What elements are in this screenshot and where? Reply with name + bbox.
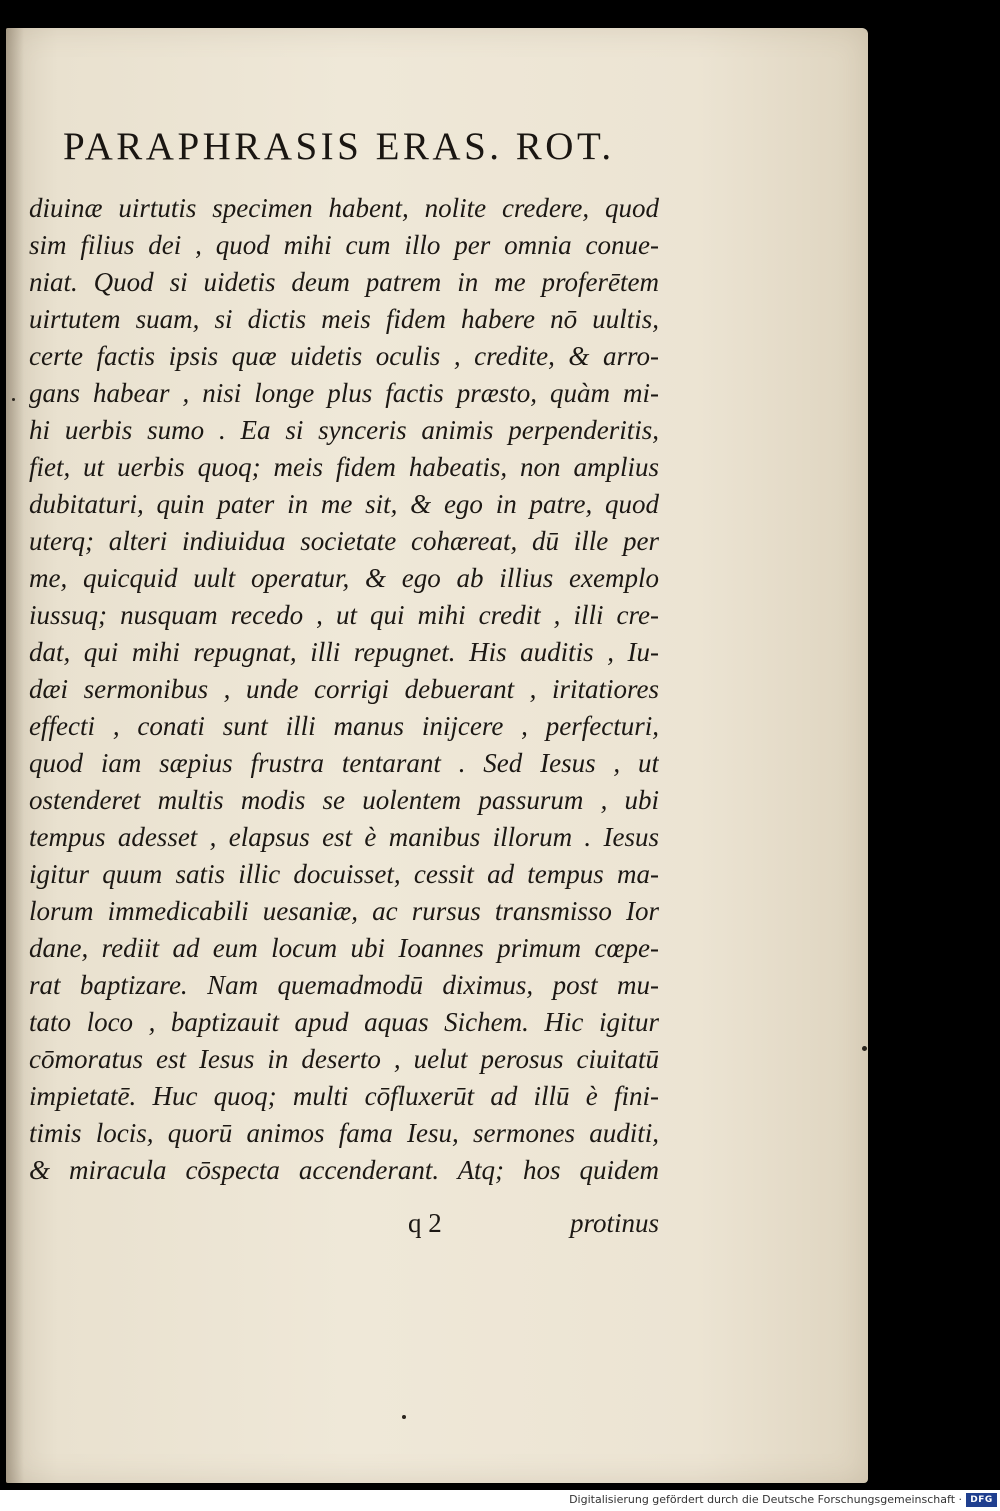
text-line: rat baptizare. Nam quemadmodū diximus, post mu-: [29, 970, 659, 1000]
page-gutter-shadow: [6, 28, 24, 1483]
text-block: [29, 190, 659, 1189]
text-line: gans habear , nisi longe plus factis præsto, quàm mi-: [29, 378, 659, 408]
text-line: & miracula cōspecta accenderant. Atq; hos quidem: [29, 1155, 659, 1185]
book-page: [6, 28, 868, 1483]
text-line: impietatē. Huc quoq; multi cōfluxerūt ad illū è fini-: [29, 1081, 659, 1111]
dfg-logo-icon: DFG: [966, 1493, 997, 1507]
text-line: lorum immedicabili uesaniæ, ac rursus transmisso Ior: [29, 896, 659, 926]
catchword: protinus: [569, 1208, 659, 1238]
text-line: dubitaturi, quin pater in me sit, & ego in patre, quod: [29, 489, 659, 519]
page-foot: [406, 1208, 659, 1248]
text-line: tempus adesset , elapsus est è manibus illorum . Iesus: [29, 822, 659, 852]
text-line: me, quicquid uult operatur, & ego ab illius exemplo: [29, 563, 659, 593]
ink-speck: [862, 1046, 867, 1051]
running-head: PARAPHRASIS ERAS. ROT.: [63, 125, 615, 168]
text-line: niat. Quod si uidetis deum patrem in me proferētem: [29, 267, 659, 297]
text-line: quod iam sæpius frustra tentarant . Sed Iesus , ut: [29, 748, 659, 778]
ink-speck: [402, 1415, 406, 1419]
text-line: dæi sermonibus , unde corrigi debuerant , iritatiores: [29, 674, 659, 704]
text-line: certe factis ipsis quæ uidetis oculis , credite, & arro-: [29, 341, 659, 371]
text-line: igitur quum satis illic docuisset, cessit ad tempus ma-: [29, 859, 659, 889]
funding-credit: Digitalisierung gefördert durch die Deutsche Forschungsgemeinschaft ·: [569, 1493, 962, 1506]
text-line: ostenderet multis modis se uolentem passurum , ubi: [29, 785, 659, 815]
text-line: dat, qui mihi repugnat, illi repugnet. His auditis , Iu-: [29, 637, 659, 667]
text-line: hi uerbis sumo . Ea si synceris animis perpenderitis,: [29, 415, 659, 445]
text-line: tato loco , baptizauit apud aquas Sichem. Hic igitur: [29, 1007, 659, 1037]
text-line: fiet, ut uerbis quoq; meis fidem habeatis, non amplius: [29, 452, 659, 482]
text-line: uirtutem suam, si dictis meis fidem habere nō uultis,: [29, 304, 659, 334]
text-line: uterq; alteri indiuidua societate cohæreat, dū ille per: [29, 526, 659, 556]
ink-speck: [12, 398, 15, 401]
text-line: timis locis, quorū animos fama Iesu, sermones auditi,: [29, 1118, 659, 1148]
text-line: dane, rediit ad eum locum ubi Ioannes primum cœpe-: [29, 933, 659, 963]
text-line: cōmoratus est Iesus in deserto , uelut perosus ciuitatū: [29, 1044, 659, 1074]
text-line: diuinæ uirtutis specimen habent, nolite credere, quod: [29, 193, 659, 223]
text-line: sim filius dei , quod mihi cum illo per omnia conue-: [29, 230, 659, 260]
signature-mark: q 2: [408, 1208, 442, 1238]
footer-bar: [0, 1490, 1000, 1511]
text-line: iussuq; nusquam recedo , ut qui mihi credit , illi cre-: [29, 600, 659, 630]
text-line: effecti , conati sunt illi manus inijcere , perfecturi,: [29, 711, 659, 741]
